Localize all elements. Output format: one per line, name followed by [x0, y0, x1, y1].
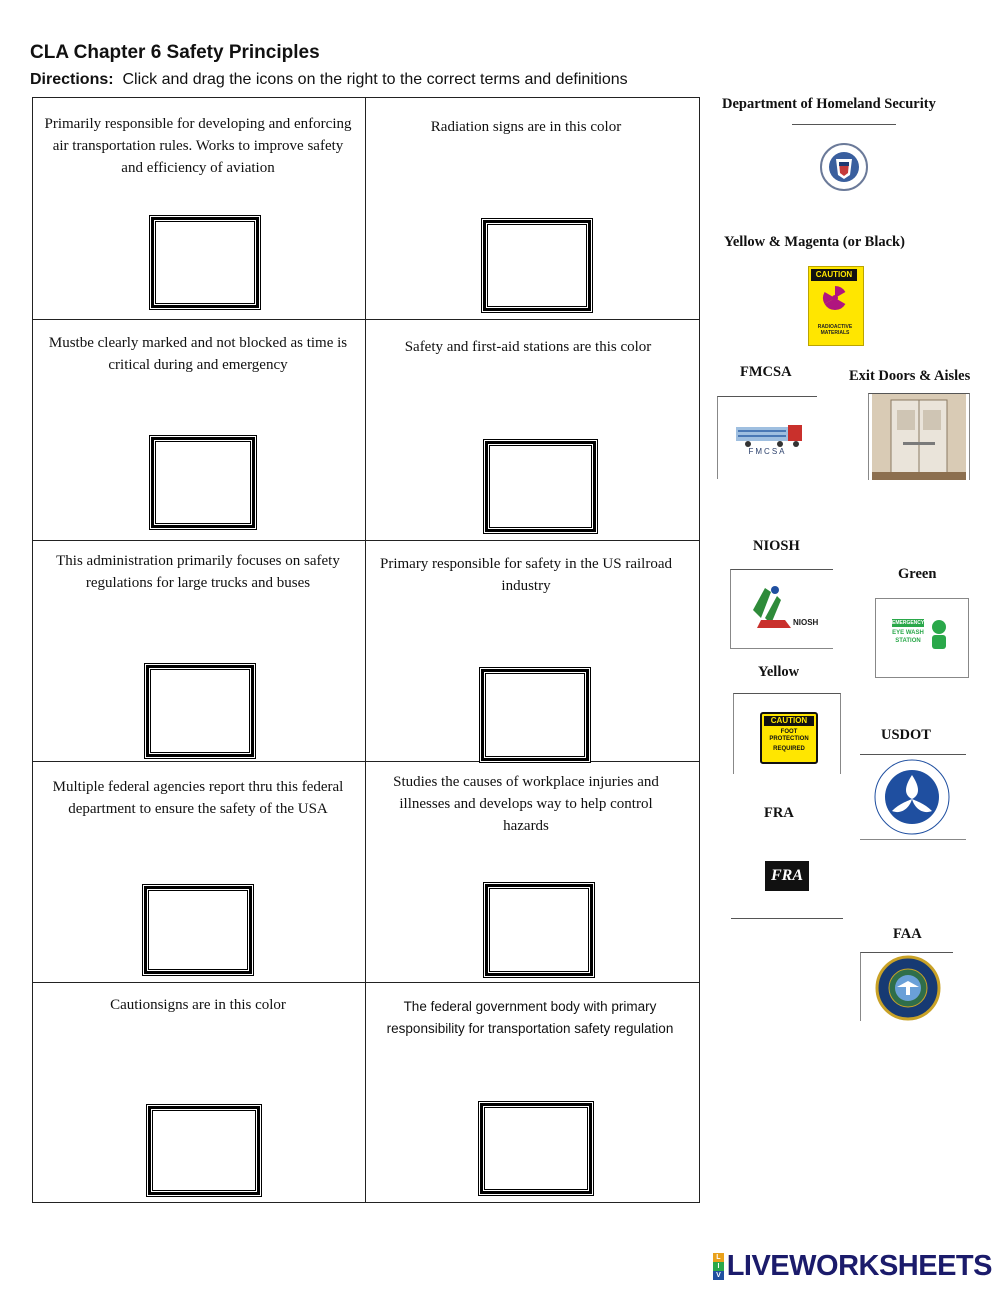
radiation-sign-top: CAUTION [811, 269, 857, 281]
drop-target-10[interactable] [478, 1101, 594, 1196]
cell-7-text: Multiple federal agencies report thru this federal department to ensure the safety of the USA [52, 779, 344, 817]
fra-tile[interactable] [731, 835, 843, 919]
cell-4-text: Safety and first-aid stations are this color [404, 339, 652, 355]
yellow-tile[interactable] [733, 693, 841, 774]
fra-label: FRA [764, 805, 794, 821]
cell-10-text: The federal government body with primary responsibility for transportation safety regulation [386, 999, 674, 1036]
fmcsa-logo-text: FMCSA [748, 447, 787, 456]
dhs-seal-icon [792, 125, 896, 195]
yellow-sign-top: CAUTION [764, 716, 814, 726]
eyewash-figure-icon [928, 619, 950, 655]
radiation-sign-bottom: RADIOACTIVE MATERIALS [817, 324, 853, 336]
green-sign-mid: EYE WASH [892, 630, 924, 636]
dhs-tile[interactable] [792, 124, 896, 195]
directions-text: Click and drag the icons on the right to the correct terms and definitions [122, 71, 628, 88]
cell-9-text: Cautionsigns are in this color [110, 997, 286, 1013]
niosh-tile[interactable] [730, 569, 833, 649]
liveworksheets-logo [713, 1250, 992, 1283]
fra-logo-text: FRA [765, 861, 809, 891]
dhs-label: Department of Homeland Security [722, 96, 936, 112]
green-tile[interactable] [875, 598, 969, 678]
yellow-sign-mid: FOOT PROTECTION [769, 729, 809, 742]
drop-target-7[interactable] [142, 884, 254, 976]
drop-target-1[interactable] [149, 215, 261, 310]
cell-2-text: Radiation signs are in this color [430, 119, 622, 135]
cell-1-text: Primarily responsible for developing and enforcing air transportation rules. Works to improve safety and efficiency of aviation [44, 116, 352, 176]
cell-6-text: Primary responsible for safety in the US railroad industry [379, 556, 672, 594]
green-sign-top: EMERGENCY [892, 620, 925, 626]
page-title: CLA Chapter 6 Safety Principles [30, 42, 320, 63]
drop-target-8[interactable] [483, 882, 595, 978]
niosh-logo-icon [731, 570, 833, 648]
faa-tile[interactable] [860, 952, 953, 1021]
green-label: Green [898, 566, 937, 582]
usdot-seal-icon [860, 755, 966, 839]
drop-target-5[interactable] [144, 663, 256, 759]
faa-seal-icon [861, 953, 953, 1021]
niosh-logo-text: NIOSH [793, 618, 819, 627]
green-sign-bottom: STATION [895, 638, 921, 644]
yellow-sign-bottom: REQUIRED [773, 746, 805, 752]
usdot-tile[interactable] [860, 754, 966, 840]
faa-label: FAA [893, 926, 922, 942]
cell-5-text: This administration primarily focuses on safety regulations for large trucks and buses [56, 553, 340, 591]
radiation-tile[interactable] [808, 266, 862, 344]
fmcsa-label: FMCSA [740, 364, 792, 380]
yellow-sign [760, 712, 818, 764]
radiation-label: Yellow & Magenta (or Black) [724, 234, 905, 250]
fmcsa-truck-icon [718, 397, 817, 479]
brand-blocks-icon: L I V [713, 1253, 724, 1280]
row-divider [32, 982, 700, 983]
drop-target-4[interactable] [483, 439, 598, 534]
fmcsa-tile[interactable] [717, 396, 817, 479]
row-divider [32, 319, 700, 320]
yellow-label: Yellow [758, 664, 800, 680]
exit-doors-icon [869, 394, 969, 480]
drop-target-3[interactable] [149, 435, 257, 530]
drop-target-2[interactable] [481, 218, 593, 313]
usdot-label: USDOT [881, 727, 931, 743]
directions-label: Directions: [30, 71, 114, 88]
radiation-trefoil-icon [821, 284, 849, 312]
exit-label: Exit Doors & Aisles [849, 368, 971, 384]
brand-name: LIVEWORKSHEETS [726, 1250, 992, 1282]
cell-8-text: Studies the causes of workplace injuries and illnesses and develops way to help control hazards [393, 774, 659, 834]
niosh-label: NIOSH [753, 538, 800, 554]
exit-tile[interactable] [868, 393, 970, 480]
drop-target-9[interactable] [146, 1104, 262, 1197]
directions [30, 71, 628, 89]
row-divider [32, 540, 700, 541]
cell-3-text: Mustbe clearly marked and not blocked as time is critical during and emergency [48, 335, 348, 373]
row-divider [32, 761, 700, 762]
matching-grid [32, 97, 700, 1203]
grid-divider [365, 97, 366, 1203]
drop-target-6[interactable] [479, 667, 591, 763]
